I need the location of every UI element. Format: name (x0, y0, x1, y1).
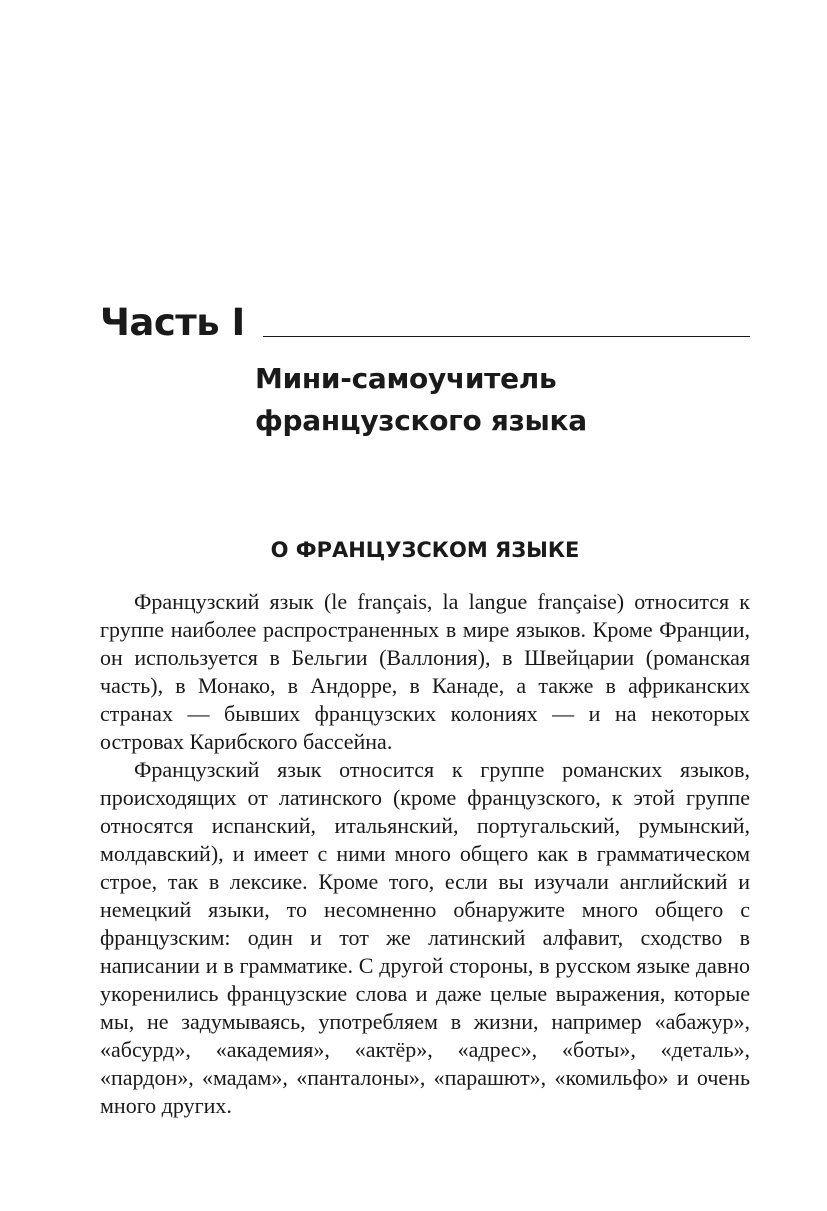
section-heading: О ФРАНЦУЗСКОМ ЯЗЫКЕ (270, 538, 580, 562)
paragraph-2: Французский язык относится к группе романских языков, происходящих от латинского (кроме французского, к этой группе относятся испанский, итальянский, португальский, румынский, молдавский), и имеет с ними много общего как в грамматическом строе, так в лексике. Кроме того, если вы изучали английский и немецкий языки, то несомненно обнаружите много общего с французским: один и тот же латинский алфавит, сходство в написании и в грамматике. С другой стороны, в русском языке давно укоренились французские слова и даже целые выражения, которые мы, не задумываясь, употребляем в жизни, например «абажур», «абсурд», «академия», «актёр», «адрес», «боты», «деталь», «пардон», «мадам», «панталоны», «парашют», «комильфо» и очень много других. (100, 757, 750, 1118)
body-text (100, 588, 750, 1120)
part-title-line-1: Мини-самоучитель (255, 362, 557, 395)
part-title (255, 358, 750, 442)
part-label: Часть I (100, 301, 245, 344)
part-divider-rule (263, 336, 750, 337)
paragraph-1: Французский язык (le français, la langue française) относится к группе наиболее распространенных в мире языков. Кроме Франции, он используется в Бельгии (Валлония), в Швейцарии (романская часть), в Монако, в Андорре, в Канаде, а также в африканских странах — бывших французских колониях — и на некоторых островах Карибского бассейна. (100, 589, 750, 754)
part-title-line-2: французского языка (255, 404, 587, 437)
part-header (100, 298, 750, 348)
